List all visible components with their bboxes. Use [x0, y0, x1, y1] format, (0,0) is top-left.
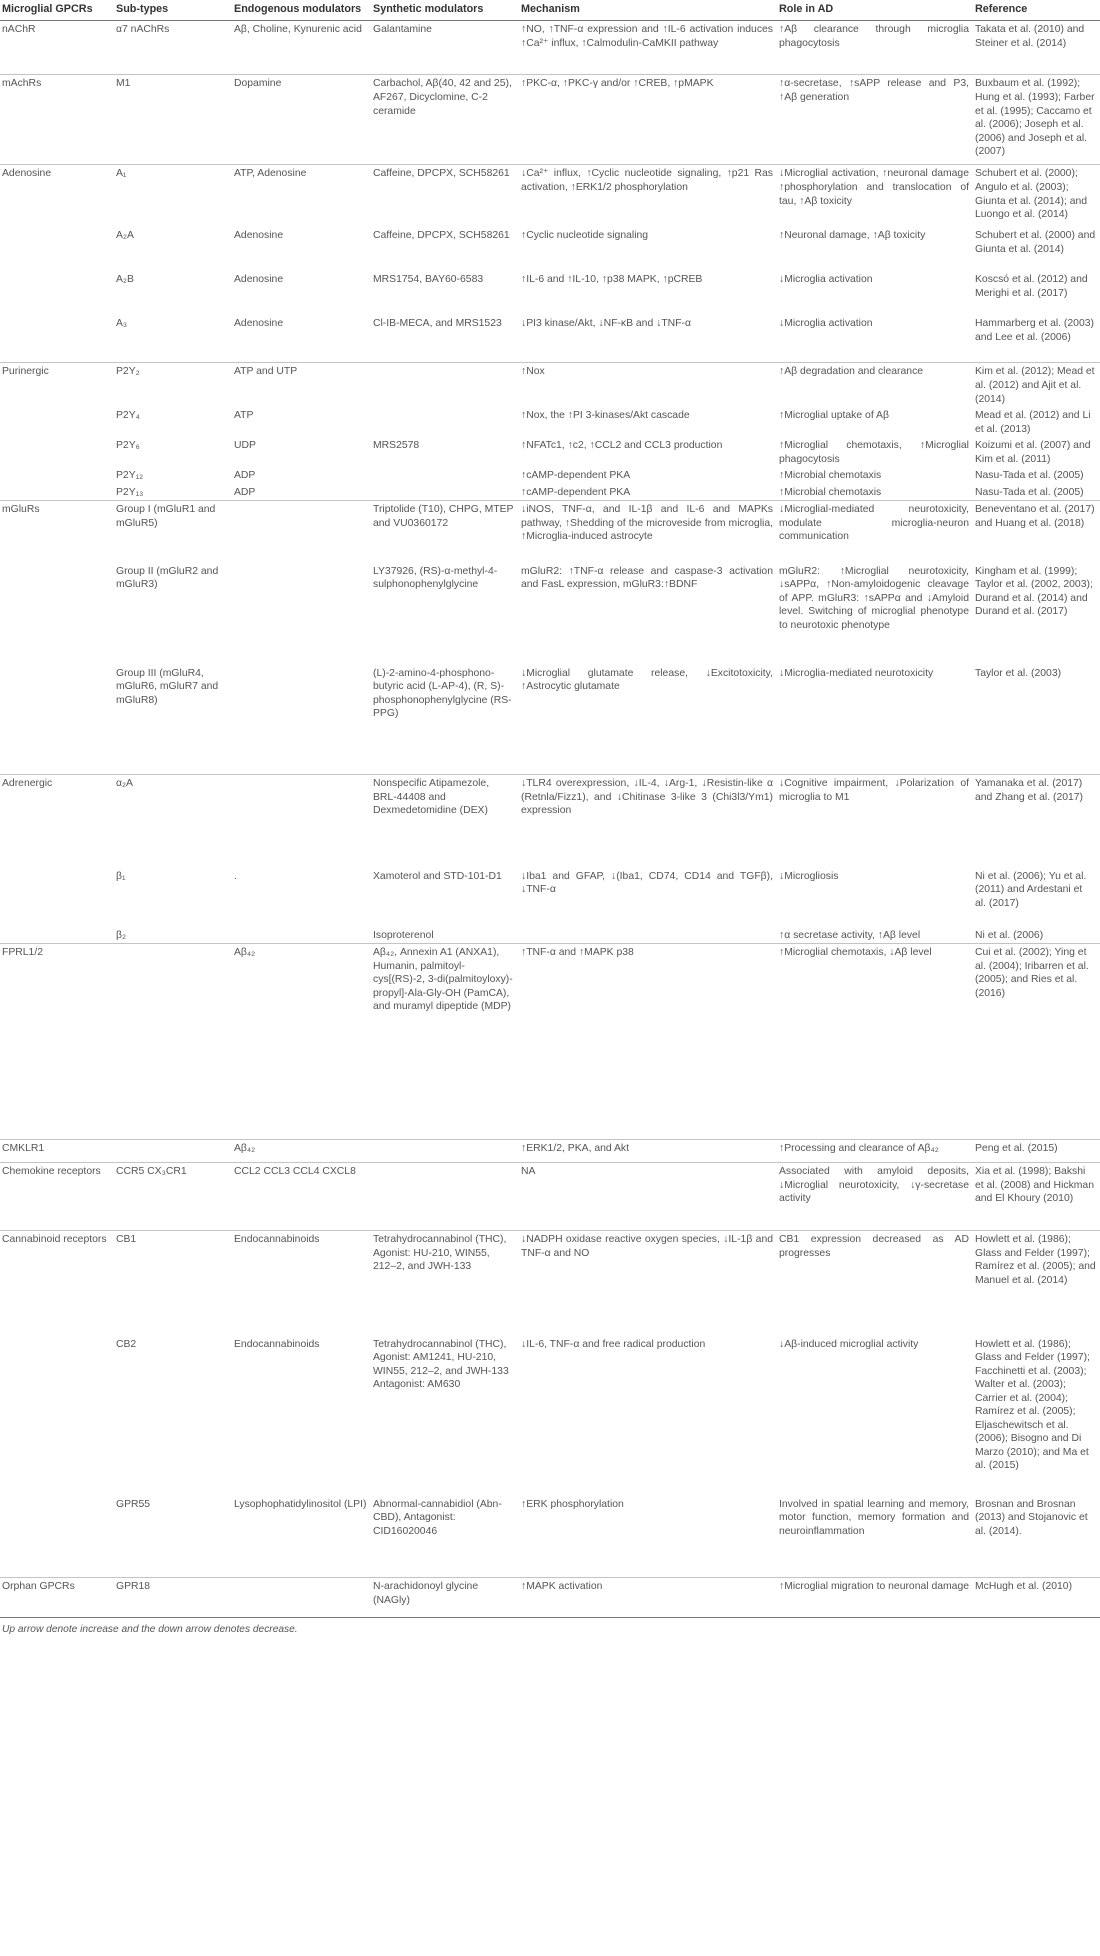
cell-mechanism: ↓TLR4 overexpression, ↓IL-4, ↓Arg-1, ↓Resistin-like α (Retnla/Fizz1), and ↓Chitinase 3-like 3 (Chi3l3/Ym1) expression [519, 775, 777, 868]
table-row [0, 1140, 1100, 1163]
cell-role: ↓Microglial activation, ↑neuronal damage ↑phosphorylation and translocation of tau, ↑Aβ toxicity [777, 165, 973, 227]
cell-subtype: P2Y₁₃ [116, 486, 144, 498]
cell-receptor: nAChR [2, 24, 36, 36]
cell-subtype: P2Y₄ [116, 410, 140, 422]
cell-endogenous: Aβ₄₂ [232, 1140, 371, 1163]
cell-subtype: CB2 [116, 1338, 137, 1350]
cell-subtype: A₁ [114, 165, 232, 227]
cell-receptor [0, 665, 114, 775]
cell-endogenous: Endocannabinoids [232, 1231, 371, 1336]
cell-synthetic: Abnormal-cannabidiol (Abn-CBD), Antagonist: CID16020046 [373, 1498, 502, 1537]
cell-subtype [114, 944, 232, 1140]
cell-synthetic: MRS2578 [373, 440, 420, 452]
cell-synthetic: Carbachol, Aβ(40, 42 and 25), AF267, Dicyclomine, C-2 ceramide [371, 75, 519, 165]
cell-role: ↑Microglial uptake of Aβ [779, 410, 889, 422]
cell-synthetic: Caffeine, DPCPX, SCH58261 [371, 165, 519, 227]
cell-synthetic [371, 1140, 519, 1163]
cell-endogenous: UDP [234, 440, 256, 452]
cell-receptor [0, 271, 114, 315]
cell-mechanism: ↓Ca²⁺ influx, ↑Cyclic nucleotide signaling, ↑p21 Ras activation, ↑ERK1/2 phosphorylation [519, 165, 777, 227]
cell-synthetic: Cl-IB-MECA, and MRS1523 [373, 317, 502, 329]
cell-receptor: Adrenergic [0, 775, 114, 868]
cell-receptor: FPRL1/2 [0, 944, 114, 1140]
cell-role: ↑Microbial chemotaxis [779, 486, 882, 498]
cell-endogenous: Aβ, Choline, Kynurenic acid [234, 24, 362, 36]
cell-subtype [114, 1140, 232, 1163]
table-row [0, 563, 1100, 665]
cell-role: ↑Aβ degradation and clearance [777, 363, 973, 407]
cell-synthetic [371, 467, 519, 484]
table-body [0, 21, 1100, 1618]
cell-mechanism: ↑NO, ↑TNF-α expression and ↑IL-6 activation induces ↑Ca²⁺ influx, ↑Calmodulin-CaMKII pathway [521, 24, 773, 49]
cell-subtype: P2Y₁₂ [116, 470, 144, 482]
cell-receptor [0, 315, 114, 363]
cell-reference: Ni et al. (2006); Yu et al. (2011) and Ardestani et al. (2017) [975, 870, 1087, 909]
cell-subtype: A₂A [116, 229, 134, 241]
table-row [0, 437, 1100, 467]
cell-reference: Kim et al. (2012); Mead et al. (2012) and Ajit et al. (2014) [973, 363, 1100, 407]
cell-synthetic: Caffeine, DPCPX, SCH58261 [373, 229, 510, 241]
cell-role: ↑Microglial migration to neuronal damage [777, 1578, 973, 1618]
cell-reference: Howlett et al. (1986); Glass and Felder (1997); Ramírez et al. (2005); and Manuel et al. (2014) [973, 1231, 1100, 1336]
cell-role: ↓Microglia-mediated neurotoxicity [779, 667, 934, 679]
cell-synthetic: Triptolide (T10), CHPG, MTEP and VU0360172 [371, 501, 519, 563]
cell-endogenous: Adenosine [234, 229, 284, 241]
cell-mechanism: ↑IL-6 and ↑IL-10, ↑p38 MAPK, ↑pCREB [521, 273, 703, 285]
cell-endogenous: Endocannabinoids [234, 1338, 320, 1350]
cell-receptor [0, 868, 114, 927]
table-row [0, 1231, 1100, 1336]
cell-mechanism: ↓Iba1 and GFAP, ↓(Iba1, CD74, CD14 and TGFβ), ↓TNF-α [521, 870, 773, 896]
cell-mechanism: ↑Cyclic nucleotide signaling [521, 229, 649, 241]
cell-reference: Buxbaum et al. (1992); Hung et al. (1993); Farber et al. (1995); Caccamo et al. (2006); Joseph et al. (2006) and Joseph et al. (2007) [973, 75, 1100, 165]
cell-subtype: GPR18 [114, 1578, 232, 1618]
table-row [0, 1163, 1100, 1231]
cell-role: ↑Aβ clearance through microglia phagocytosis [779, 24, 969, 49]
cell-role: CB1 expression decreased as AD progresses [777, 1231, 973, 1336]
cell-role: Involved in spatial learning and memory, motor function, memory formation and neuroinflammation [779, 1498, 969, 1537]
cell-endogenous: . [234, 870, 237, 882]
table-footnote: Up arrow denote increase and the down arrow denotes decrease. [2, 1624, 298, 1636]
cell-synthetic: Tetrahydrocannabinol (THC), Agonist: HU-210, WIN55, 212–2, and JWH-133 [371, 1231, 519, 1336]
cell-synthetic: Aβ₄₂, Annexin A1 (ANXA1), Humanin, palmitoyl-cys[(RS)-2, 3-di(palmitoyloxy)-propyl]-Ala-Gly-OH (PamCA), and muramyl dipeptide (MDP) [371, 944, 519, 1140]
cell-subtype: M1 [114, 75, 232, 165]
cell-reference: Nasu-Tada et al. (2005) [975, 470, 1084, 482]
cell-receptor [0, 407, 114, 437]
cell-reference: Schubert et al. (2000); Angulo et al. (2003); Giunta et al. (2014); and Luongo et al. (2014) [973, 165, 1100, 227]
cell-subtype: A₂B [116, 273, 134, 285]
table-row [0, 484, 1100, 501]
cell-synthetic [371, 1163, 519, 1231]
cell-synthetic: Xamoterol and STD-101-D1 [373, 870, 502, 882]
cell-role: ↑Microbial chemotaxis [779, 470, 882, 482]
cell-endogenous [232, 1578, 371, 1618]
cell-role: ↑α secretase activity, ↑Aβ level [779, 929, 921, 941]
table-row [0, 363, 1100, 407]
cell-mechanism: NA [519, 1163, 777, 1231]
cell-synthetic: Tetrahydrocannabinol (THC), Agonist: AM1241, HU-210, WIN55, 212–2, and JWH-133 Antagonist: AM630 [373, 1338, 509, 1391]
cell-reference: Ni et al. (2006) [975, 929, 1044, 941]
table-row [0, 775, 1100, 868]
table-row [0, 927, 1100, 944]
cell-receptor: Cannabinoid receptors [0, 1231, 114, 1336]
cell-role: ↓Cognitive impairment, ↓Polarization of microglia to M1 [777, 775, 973, 868]
table-row [0, 467, 1100, 484]
cell-subtype: P2Y₂ [114, 363, 232, 407]
cell-mechanism: ↑TNF-α and ↑MAPK p38 [519, 944, 777, 1140]
cell-subtype: CCR5 CX₃CR1 [114, 1163, 232, 1231]
table-row [0, 1496, 1100, 1578]
cell-receptor: Orphan GPCRs [0, 1578, 114, 1618]
cell-endogenous: ATP, Adenosine [232, 165, 371, 227]
cell-role: ↑Processing and clearance of Aβ₄₂ [777, 1140, 973, 1163]
cell-reference: Howlett et al. (1986); Glass and Felder (1997); Facchinetti et al. (2003); Walter et al. (2003); Carrier et al. (2004); Ramírez et al. (2005); Eljaschewitsch et al. (2006); Bisogno and Di Marzo (2010); and Ma et al. (2015) [975, 1338, 1090, 1472]
cell-reference: Takata et al. (2010) and Steiner et al. (2014) [975, 24, 1085, 49]
cell-endogenous: CCL2 CCL3 CCL4 CXCL8 [232, 1163, 371, 1231]
cell-mechanism: ↑PKC-α, ↑PKC-γ and/or ↑CREB, ↑pMAPK [519, 75, 777, 165]
cell-role: ↓Microgliosis [779, 870, 839, 882]
cell-endogenous: ATP [234, 410, 254, 422]
cell-role: ↓Microglial-mediated neurotoxicity, modulate microglia-neuron communication [777, 501, 973, 563]
cell-role: ↓Microglia activation [779, 317, 873, 329]
cell-receptor [0, 927, 114, 944]
header-subtypes: Sub-types [114, 0, 232, 21]
table-row [0, 1336, 1100, 1496]
cell-role: ↑Microglial chemotaxis, ↓Aβ level [777, 944, 973, 1140]
cell-reference: Koscsó et al. (2012) and Merighi et al. (2017) [975, 273, 1088, 299]
cell-synthetic: LY37926, (RS)-α-methyl-4-sulphonophenylglycine [373, 565, 498, 591]
cell-endogenous [232, 775, 371, 868]
cell-role: mGluR2: ↑Microglial neurotoxicity, ↓sAPPα, ↑Non-amyloidogenic cleavage of APP. mGluR3: ↑sAPPα and ↓Amyloid level. Switching of microglial phenotype to neurotoxic phenotype [779, 565, 969, 631]
cell-mechanism: ↑MAPK activation [519, 1578, 777, 1618]
cell-mechanism: ↓PI3 kinase/Akt, ↓NF-κB and ↓TNF-α [521, 317, 691, 329]
cell-role: ↑Neuronal damage, ↑Aβ toxicity [779, 229, 926, 241]
cell-subtype: P2Y₆ [116, 440, 140, 452]
cell-subtype: A₃ [116, 317, 128, 329]
cell-receptor: Adenosine [0, 165, 114, 227]
cell-synthetic: Nonspecific Atipamezole, BRL-44408 and Dexmedetomidine (DEX) [371, 775, 519, 868]
cell-receptor: CMKLR1 [0, 1140, 114, 1163]
cell-mechanism: ↓Microglial glutamate release, ↓Excitotoxicity, ↑Astrocytic glutamate [521, 667, 773, 693]
cell-reference: Koizumi et al. (2007) and Kim et al. (2011) [975, 440, 1091, 465]
cell-reference: Yamanaka et al. (2017) and Zhang et al. (2017) [973, 775, 1100, 868]
cell-subtype: GPR55 [116, 1498, 151, 1510]
cell-reference: Cui et al. (2002); Ying et al. (2004); Iribarren et al. (2005); and Ries et al. (2016) [973, 944, 1100, 1140]
cell-receptor: Chemokine receptors [0, 1163, 114, 1231]
cell-endogenous [232, 563, 371, 665]
cell-subtype: Group III (mGluR4, mGluR6, mGluR7 and mGluR8) [116, 667, 219, 706]
cell-reference: Kingham et al. (1999); Taylor et al. (2002, 2003); Durand et al. (2014) and Durand et al. (2017) [975, 565, 1093, 618]
cell-subtype: β₂ [116, 929, 127, 941]
cell-endogenous [232, 927, 371, 944]
cell-receptor: mGluRs [0, 501, 114, 563]
cell-synthetic: MRS1754, BAY60-6583 [373, 273, 484, 285]
cell-mechanism: ↑Nox [519, 363, 777, 407]
cell-subtype: Group I (mGluR1 and mGluR5) [114, 501, 232, 563]
table-row [0, 165, 1100, 227]
cell-reference: Xia et al. (1998); Bakshi et al. (2008) and Hickman and El Khoury (2010) [973, 1163, 1100, 1231]
cell-reference: Hammarberg et al. (2003) and Lee et al. (2006) [975, 317, 1094, 343]
table-header [0, 0, 1100, 21]
cell-receptor [0, 437, 114, 467]
cell-endogenous: Adenosine [234, 273, 284, 285]
cell-mechanism: ↑cAMP-dependent PKA [521, 486, 631, 498]
header-synthetic: Synthetic modulators [371, 0, 519, 21]
cell-synthetic: (L)-2-amino-4-phosphono-butyric acid (L-AP-4), (R, S)-phosphonophenylglycine (RS-PPG) [373, 667, 512, 720]
cell-mechanism: ↓NADPH oxidase reactive oxygen species, ↓IL-1β and TNF-α and NO [519, 1231, 777, 1336]
cell-endogenous: ATP and UTP [232, 363, 371, 407]
cell-role: ↓Microglia activation [779, 273, 873, 285]
cell-reference: McHugh et al. (2010) [973, 1578, 1100, 1618]
cell-mechanism: ↑ERK phosphorylation [521, 1498, 624, 1510]
table-row [0, 407, 1100, 437]
cell-receptor [0, 484, 114, 501]
cell-role: Associated with amyloid deposits, ↓Microglial neurotoxicity, ↓γ-secretase activity [777, 1163, 973, 1231]
cell-endogenous [232, 665, 371, 775]
cell-reference: Peng et al. (2015) [973, 1140, 1100, 1163]
cell-subtype: CB1 [114, 1231, 232, 1336]
table-row [0, 75, 1100, 165]
cell-role: ↓Aβ-induced microglial activity [779, 1338, 919, 1350]
cell-receptor [0, 227, 114, 271]
cell-mechanism: ↑Nox, the ↑PI 3-kinases/Akt cascade [521, 410, 690, 422]
cell-endogenous [232, 501, 371, 563]
cell-receptor [0, 563, 114, 665]
table-row [0, 21, 1100, 75]
cell-mechanism: ↑cAMP-dependent PKA [521, 470, 631, 482]
cell-role: ↑Microglial chemotaxis, ↑Microglial phagocytosis [779, 440, 969, 465]
table-row [0, 501, 1100, 563]
cell-synthetic [371, 363, 519, 407]
cell-endogenous: Aβ₄₂ [232, 944, 371, 1140]
cell-subtype: α₂A [114, 775, 232, 868]
header-mechanism: Mechanism [519, 0, 777, 21]
cell-reference: Mead et al. (2012) and Li et al. (2013) [975, 410, 1091, 435]
cell-receptor [0, 467, 114, 484]
cell-endogenous: Lysophophatidylinositol (LPI) [234, 1498, 367, 1510]
cell-mechanism: ↓IL-6, TNF-α and free radical production [521, 1338, 706, 1350]
cell-mechanism [519, 927, 777, 944]
cell-synthetic: Isoproterenol [373, 929, 434, 941]
cell-reference: Brosnan and Brosnan (2013) and Stojanovic et al. (2014). [975, 1498, 1088, 1537]
cell-reference: Nasu-Tada et al. (2005) [975, 486, 1084, 498]
cell-receptor [0, 1336, 114, 1496]
table-row [0, 227, 1100, 271]
cell-receptor [0, 1496, 114, 1578]
cell-endogenous: Dopamine [232, 75, 371, 165]
table-row [0, 944, 1100, 1140]
table-row [0, 665, 1100, 775]
table-row [0, 868, 1100, 927]
cell-mechanism: ↑ERK1/2, PKA, and Akt [519, 1140, 777, 1163]
cell-mechanism: ↓iNOS, TNF-α, and IL-1β and IL-6 and MAPKs pathway, ↑Shedding of the microveside from microglia, ↑Microglia-induced astrocyte [519, 501, 777, 563]
header-role: Role in AD [777, 0, 973, 21]
table-row [0, 315, 1100, 363]
header-row [0, 0, 1100, 21]
cell-synthetic: N-arachidonoyl glycine (NAGly) [371, 1578, 519, 1618]
cell-mechanism: ↑NFATc1, ↑c2, ↑CCL2 and CCL3 production [521, 440, 723, 452]
table-row [0, 1578, 1100, 1618]
cell-endogenous: ADP [234, 486, 256, 498]
cell-endogenous: Adenosine [234, 317, 284, 329]
cell-reference: Schubert et al. (2000) and Giunta et al. (2014) [975, 229, 1096, 255]
cell-subtype: Group II (mGluR2 and mGluR3) [116, 565, 219, 591]
cell-synthetic: Galantamine [373, 24, 432, 36]
cell-endogenous: ADP [234, 470, 256, 482]
cell-subtype: α7 nAChRs [116, 24, 170, 36]
header-endogenous: Endogenous modulators [232, 0, 371, 21]
cell-subtype: β₁ [116, 870, 126, 882]
table-row [0, 271, 1100, 315]
header-receptor: Microglial GPCRs [0, 0, 114, 21]
cell-receptor: mAchRs [0, 75, 114, 165]
cell-synthetic [371, 407, 519, 437]
cell-reference: Taylor et al. (2003) [975, 667, 1062, 679]
cell-reference: Beneventano et al. (2017) and Huang et al. (2018) [973, 501, 1100, 563]
cell-mechanism: mGluR2: ↑TNF-α release and caspase-3 activation and FasL expression, mGluR3:↑BDNF [521, 565, 773, 591]
cell-synthetic [371, 484, 519, 501]
cell-receptor: Purinergic [0, 363, 114, 407]
cell-role: ↑α-secretase, ↑sAPP release and P3, ↑Aβ generation [777, 75, 973, 165]
header-reference: Reference [973, 0, 1100, 21]
